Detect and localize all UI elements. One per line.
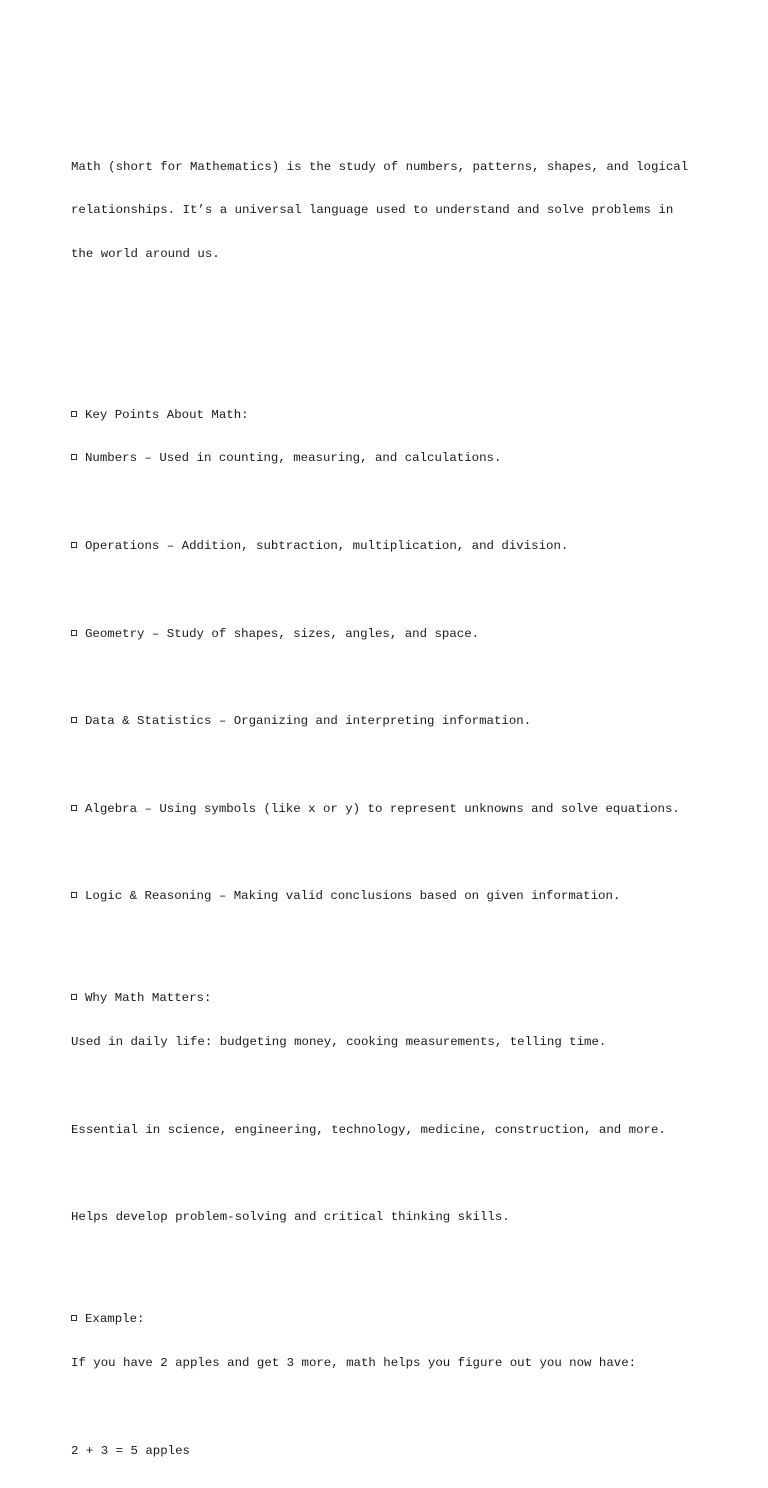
list-item <box>71 627 711 642</box>
document-page <box>71 72 711 1488</box>
example-heading: Example: <box>85 1312 145 1327</box>
list-item <box>71 889 711 904</box>
why-matters-line: Used in daily life: budgeting money, cooking measurements, telling time. <box>71 1035 607 1050</box>
why-matters-line: Essential in science, engineering, technology, medicine, construction, and more. <box>71 1122 666 1137</box>
list-item-text: Operations – Addition, subtraction, multiplication, and division. <box>85 539 569 553</box>
list-item-text: Data & Statistics – Organizing and interpreting information. <box>85 714 532 729</box>
key-points-heading-line <box>71 408 711 423</box>
list-item <box>71 451 711 466</box>
intro-line-1: Math (short for Mathematics) is the study of numbers, patterns, shapes, and logical <box>71 159 689 174</box>
example-equation: 2 + 3 = 5 apples <box>71 1443 190 1458</box>
square-bullet-icon <box>71 717 77 723</box>
square-bullet-icon <box>71 892 77 898</box>
square-bullet-icon <box>71 630 77 636</box>
why-matters-heading-line <box>71 991 711 1006</box>
list-item-text: Algebra – Using symbols (like x or y) to represent unknowns and solve equations. <box>85 801 680 816</box>
square-bullet-icon <box>71 454 77 460</box>
why-matters-heading: Why Math Matters: <box>85 991 212 1006</box>
list-item <box>71 802 711 817</box>
list-item-text: Numbers – Used in counting, measuring, and calculations. <box>85 451 502 466</box>
square-bullet-icon <box>71 1315 77 1321</box>
intro-line-3: the world around us. <box>71 247 220 262</box>
intro-paragraph <box>71 130 711 305</box>
example-heading-line <box>71 1312 711 1327</box>
square-bullet-icon <box>71 411 77 417</box>
square-bullet-icon <box>71 805 77 811</box>
example-text: If you have 2 apples and get 3 more, math helps you figure out you now have: <box>71 1356 637 1371</box>
square-bullet-icon <box>71 542 77 548</box>
list-item-text: Logic & Reasoning – Making valid conclusions based on given information. <box>85 889 621 904</box>
list-item-text: Geometry – Study of shapes, sizes, angles, and space. <box>85 626 480 641</box>
key-points-heading: Key Points About Math: <box>85 407 249 422</box>
square-bullet-icon <box>71 994 77 1000</box>
why-matters-line: Helps develop problem-solving and critical thinking skills. <box>71 1210 510 1225</box>
list-item <box>71 539 711 554</box>
list-item <box>71 714 711 729</box>
intro-line-2: relationships. It’s a universal language used to understand and solve problems in <box>71 203 674 218</box>
